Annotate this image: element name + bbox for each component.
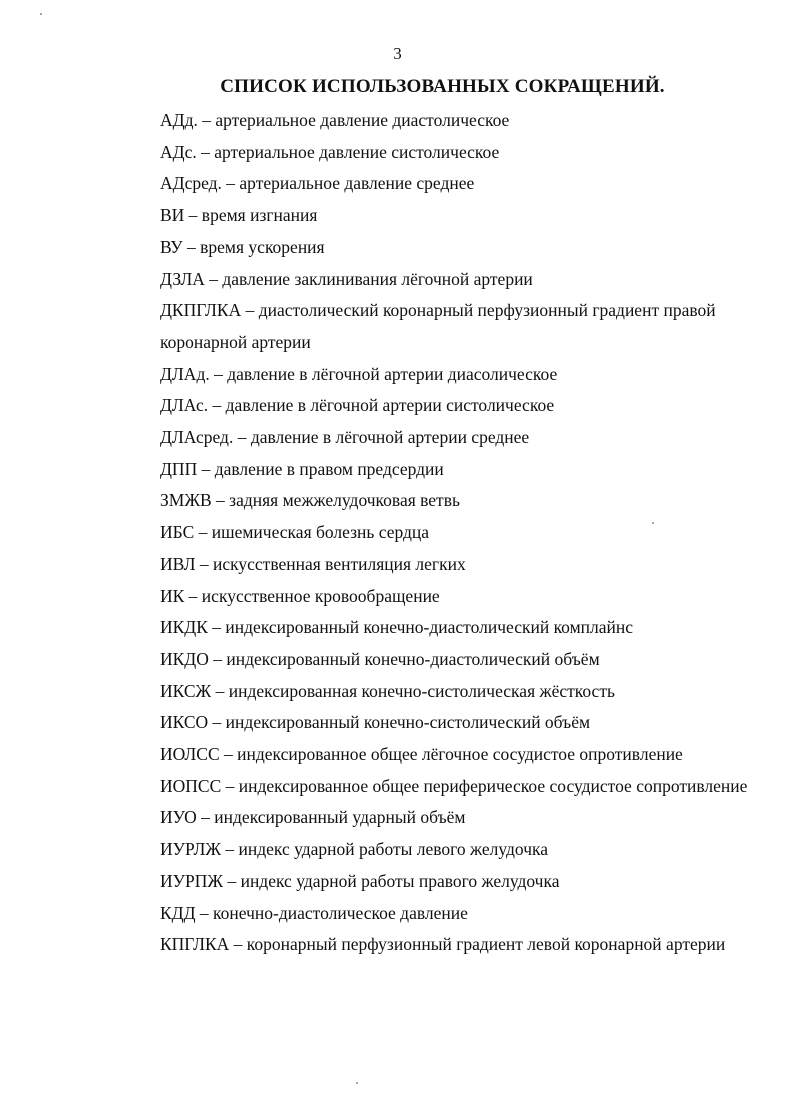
abbreviation-item: ИУРПЖ – индекс ударной работы правого желудочка <box>160 870 560 891</box>
abbreviation-item: ЗМЖВ – задняя межжелудочковая ветвь <box>160 490 460 511</box>
abbreviation-item: ДКПГЛКА – диастолический коронарный перфузионный градиент правой коронарной артерии <box>160 300 716 352</box>
page-title: СПИСОК ИСПОЛЬЗОВАННЫХ СОКРАЩЕНИЙ. <box>220 76 665 97</box>
abbreviation-list <box>160 105 750 961</box>
abbreviation-item: ИУРЛЖ – индекс ударной работы левого желудочка <box>160 839 549 860</box>
abbreviation-item: ИУО – индексированный ударный объём <box>160 807 466 828</box>
abbreviation-item: ВИ – время изгнания <box>160 205 318 226</box>
abbreviation-item: ДЛАсред. – давление в лёгочной артерии среднее <box>160 427 530 448</box>
abbreviation-item: ИВЛ – искусственная вентиляция легких <box>160 553 466 574</box>
abbreviation-item: АДс. – артериальное давление систолическое <box>160 141 500 162</box>
page-number: 3 <box>393 44 402 63</box>
scan-speck <box>356 1082 358 1084</box>
abbreviation-item: ИКСЖ – индексированная конечно-систолическая жёсткость <box>160 680 615 701</box>
scan-speck <box>40 13 42 15</box>
scan-speck <box>652 522 654 524</box>
abbreviation-item: ДЛАс. – давление в лёгочной артерии систолическое <box>160 395 555 416</box>
abbreviation-item: ИБС – ишемическая болезнь сердца <box>160 522 430 543</box>
abbreviation-item: ИКДО – индексированный конечно-диастолический объём <box>160 648 600 669</box>
abbreviation-item: АДсред. – артериальное давление среднее <box>160 173 475 194</box>
abbreviation-item: ИКСО – индексированный конечно-систолический объём <box>160 712 591 733</box>
abbreviation-item: ИОПСС – индексированное общее периферическое сосудистое сопротивление <box>160 775 748 796</box>
abbreviation-item: ВУ – время ускорения <box>160 236 325 257</box>
abbreviation-item: ИКДК – индексированный конечно-диастолический комплайнс <box>160 617 634 638</box>
abbreviation-item: ДПП – давление в правом предсердии <box>160 458 444 479</box>
abbreviation-item: ИК – искусственное кровообращение <box>160 585 440 606</box>
abbreviation-item: КПГЛКА – коронарный перфузионный градиент левой коронарной артерии <box>160 934 726 955</box>
abbreviation-item: ДЗЛА – давление заклинивания лёгочной артерии <box>160 268 533 289</box>
abbreviation-item: ИОЛСС – индексированное общее лёгочное сосудистое опротивление <box>160 744 683 765</box>
abbreviation-item: ДЛАд. – давление в лёгочной артерии диасолическое <box>160 363 558 384</box>
abbreviation-item: АДд. – артериальное давление диастолическое <box>160 110 510 130</box>
abbreviation-item: КДД – конечно-диастолическое давление <box>160 902 468 923</box>
